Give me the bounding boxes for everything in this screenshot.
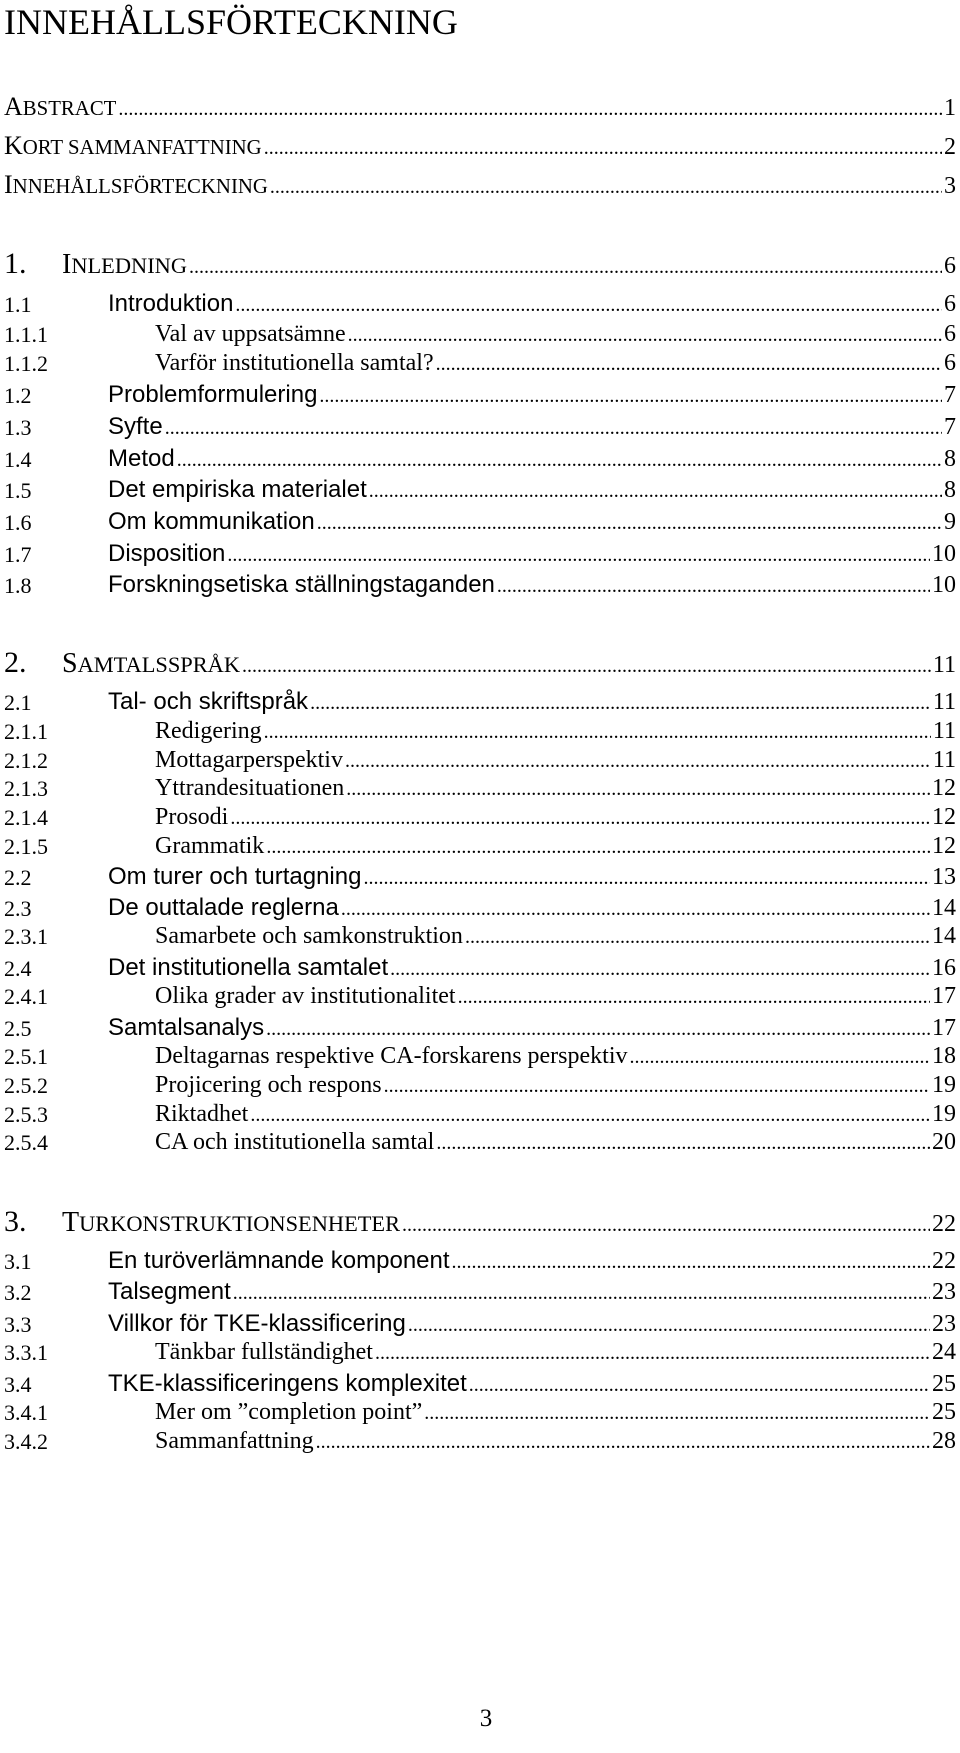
- toc-entry-title: Deltagarnas respektive CA-forskarens perspektiv: [155, 1043, 628, 1069]
- toc-entry-page: 28: [932, 1428, 956, 1454]
- toc-entry-page: 13: [932, 864, 956, 890]
- toc-entry[interactable]: [0, 166, 960, 200]
- toc-entry-page: 14: [932, 895, 956, 921]
- toc-entry-number: 3.4.2: [4, 1429, 48, 1454]
- toc-leader-dots: [225, 544, 930, 567]
- toc-entry-number: 2.3.1: [4, 924, 48, 949]
- toc-entry-page: 10: [932, 572, 956, 598]
- toc-leader-dots: [231, 1282, 930, 1305]
- toc-entry-title: Samtalsanalys: [108, 1014, 265, 1041]
- toc-entry-page: 25: [932, 1399, 956, 1425]
- toc-entry[interactable]: [0, 439, 960, 473]
- toc-entry-title: SAMTALSSPRÅK: [62, 648, 241, 679]
- toc-entry-number: 2.5.1: [4, 1044, 48, 1069]
- toc-entry-page: 17: [932, 1015, 956, 1041]
- toc-entry-number: 3.4.1: [4, 1400, 48, 1425]
- toc-entry-page: 11: [932, 652, 956, 678]
- toc-entry-page: 24: [932, 1339, 956, 1365]
- toc-entry-page: 11: [932, 747, 956, 773]
- toc-entry-page: 7: [944, 382, 956, 408]
- toc-entry-title: Disposition: [108, 540, 226, 567]
- toc-entry-page: 12: [932, 833, 956, 859]
- toc-entry-page: 11: [932, 718, 956, 744]
- toc-entry[interactable]: [0, 565, 960, 599]
- toc-entry-number: 2.2: [4, 865, 32, 890]
- toc-entry-title: Mer om ”completion point”: [155, 1399, 423, 1425]
- toc-leader-dots: [434, 353, 942, 376]
- toc-leader-dots: [456, 986, 930, 1009]
- toc-leader-dots: [373, 1342, 930, 1365]
- toc-entry[interactable]: [0, 1122, 960, 1156]
- toc-entry-page: 8: [944, 477, 956, 503]
- toc-entry[interactable]: [0, 1332, 960, 1366]
- toc-entry-page: 6: [944, 253, 956, 279]
- toc-entry-number: 3.2: [4, 1280, 32, 1305]
- toc-entry-title: Sammanfattning: [155, 1428, 314, 1454]
- toc-entry-number: 3.: [4, 1205, 27, 1238]
- toc-leader-dots: [450, 1251, 930, 1274]
- toc-entry-title: TURKONSTRUKTIONSENHETER: [62, 1207, 401, 1238]
- toc-leader-dots: [317, 385, 942, 408]
- toc-entry-number: 1.1.1: [4, 322, 48, 347]
- toc-entry-page: 9: [944, 509, 956, 535]
- toc-entry-title: Tal- och skriftspråk: [108, 688, 309, 715]
- toc-leader-dots: [262, 137, 942, 160]
- toc-entry-page: 6: [944, 350, 956, 376]
- toc-entry-page: 22: [932, 1248, 956, 1274]
- toc-leader-dots: [367, 480, 942, 503]
- toc-entry[interactable]: [0, 916, 960, 950]
- toc-entry[interactable]: [0, 247, 960, 281]
- toc-entry-page: 19: [932, 1072, 956, 1098]
- toc-entry-page: 19: [932, 1101, 956, 1127]
- toc-entry-number: 2.4.1: [4, 984, 48, 1009]
- toc-entry-page: 22: [932, 1211, 956, 1237]
- toc-entry-page: 16: [932, 955, 956, 981]
- toc-entry-title: De outtalade reglerna: [108, 894, 339, 921]
- toc-entry-page: 14: [932, 923, 956, 949]
- toc-entry[interactable]: [0, 343, 960, 377]
- toc-entry-number: 2.4: [4, 956, 32, 981]
- toc-entry-page: 12: [932, 804, 956, 830]
- toc-leader-dots: [240, 655, 931, 678]
- toc-entry-title: Syfte: [108, 413, 163, 440]
- toc-entry-title: Det institutionella samtalet: [108, 954, 389, 981]
- toc-entry-page: 12: [932, 775, 956, 801]
- toc-entry-title: Det empiriska materialet: [108, 476, 367, 503]
- toc-entry-title: Problemformulering: [108, 381, 318, 408]
- page-number: 3: [479, 1705, 493, 1732]
- toc-entry[interactable]: [0, 502, 960, 536]
- toc-entry-number: 1.6: [4, 510, 32, 535]
- toc-entry-page: 20: [932, 1129, 956, 1155]
- toc-entry-title: Talsegment: [108, 1278, 231, 1305]
- toc-entry[interactable]: [0, 470, 960, 504]
- toc-entry-number: 2.5.2: [4, 1073, 48, 1098]
- toc-entry[interactable]: [0, 534, 960, 568]
- toc-entry-title: Samarbete och samkonstruktion: [155, 923, 463, 949]
- toc-entry-number: 3.3: [4, 1312, 32, 1337]
- toc-entry-number: 2.5: [4, 1016, 32, 1041]
- toc-entry-title: Metod: [108, 445, 175, 472]
- toc-entry-number: 2.1.2: [4, 748, 48, 773]
- toc-entry[interactable]: [0, 646, 960, 680]
- toc-entry-number: 3.4: [4, 1372, 32, 1397]
- toc-entry-title: Olika grader av institutionalitet: [155, 983, 456, 1009]
- toc-leader-dots: [495, 575, 930, 598]
- toc-leader-dots: [315, 512, 942, 535]
- toc-entry-number: 1.8: [4, 573, 32, 598]
- toc-leader-dots: [434, 1132, 930, 1155]
- page-title: INNEHÅLLSFÖRTECKNING: [4, 2, 458, 42]
- toc-entry-title: Om kommunikation: [108, 508, 315, 535]
- toc-entry-title: Redigering: [155, 718, 262, 744]
- toc-entry-page: 17: [932, 983, 956, 1009]
- toc-entry-page: 1: [944, 95, 956, 121]
- toc-entry-number: 2.: [4, 646, 27, 679]
- toc-entry-title: INNEHÅLLSFÖRTECKNING: [4, 170, 268, 199]
- toc-entry-title: Projicering och respons: [155, 1072, 382, 1098]
- toc-leader-dots: [268, 176, 942, 199]
- toc-entry-title: Grammatik: [155, 833, 265, 859]
- toc-entry-page: 3: [944, 173, 956, 199]
- toc-leader-dots: [361, 867, 930, 890]
- toc-entry-title: Tänkbar fullständighet: [155, 1339, 373, 1365]
- toc-entry[interactable]: [0, 1241, 960, 1275]
- toc-leader-dots: [116, 98, 942, 121]
- toc-entry-title: INLEDNING: [62, 249, 187, 280]
- toc-entry-number: 1.3: [4, 415, 32, 440]
- toc-entry-title: Val av uppsatsämne: [155, 321, 346, 347]
- toc-entry-title: En turöverlämnande komponent: [108, 1247, 450, 1274]
- toc-entry-number: 1.1: [4, 292, 32, 317]
- toc-entry-title: TKE-klassificeringens komplexitet: [108, 1370, 467, 1397]
- toc-entry-page: 23: [932, 1279, 956, 1305]
- toc-entry[interactable]: [0, 976, 960, 1010]
- toc-entry[interactable]: [0, 284, 960, 318]
- toc-entry-number: 1.7: [4, 542, 32, 567]
- toc-entry-page: 25: [932, 1371, 956, 1397]
- toc-entry-title: Introduktion: [108, 290, 234, 317]
- toc-entry-number: 1.1.2: [4, 351, 48, 376]
- toc-entry-page: 11: [932, 689, 956, 715]
- toc-entry-title: Yttrandesituationen: [155, 775, 345, 801]
- toc-entry-number: 2.1.3: [4, 776, 48, 801]
- toc-entry-title: KORT SAMMANFATTNING: [4, 131, 262, 160]
- toc-entry-title: Mottagarperspektiv: [155, 747, 343, 773]
- toc-leader-dots: [163, 417, 942, 440]
- toc-entry-page: 18: [932, 1043, 956, 1069]
- toc-entry-number: 2.1: [4, 690, 32, 715]
- toc-entry[interactable]: [0, 1421, 960, 1455]
- toc-entry[interactable]: [0, 127, 960, 161]
- toc-entry-number: 2.3: [4, 896, 32, 921]
- toc-entry-title: CA och institutionella samtal: [155, 1129, 435, 1155]
- toc-entry-page: 10: [932, 541, 956, 567]
- toc-entry-title: Villkor för TKE-klassificering: [108, 1310, 406, 1337]
- toc-leader-dots: [187, 256, 942, 279]
- toc-entry-number: 2.1.4: [4, 805, 48, 830]
- toc-entry-number: 1.4: [4, 447, 32, 472]
- toc-entry-number: 3.1: [4, 1249, 32, 1274]
- toc-entry-title: Varför institutionella samtal?: [155, 350, 434, 376]
- toc-entry-title: Riktadhet: [155, 1101, 249, 1127]
- toc-entry-number: 2.5.4: [4, 1130, 48, 1155]
- toc-entry-title: ABSTRACT: [4, 92, 117, 121]
- toc-entry[interactable]: [0, 1205, 960, 1239]
- toc-entry-title: Forskningsetiska ställningstaganden: [108, 571, 495, 598]
- toc-leader-dots: [400, 1214, 930, 1237]
- toc-entry[interactable]: [0, 826, 960, 860]
- toc-entry-page: 23: [932, 1311, 956, 1337]
- toc-entry-title: Om turer och turtagning: [108, 863, 362, 890]
- toc-entry[interactable]: [0, 1272, 960, 1306]
- toc-entry-number: 1.5: [4, 478, 32, 503]
- toc-entry-number: 1.: [4, 247, 27, 280]
- toc-entry-title: Prosodi: [155, 804, 229, 830]
- toc-leader-dots: [314, 1431, 930, 1454]
- toc-entry[interactable]: [0, 407, 960, 441]
- toc-entry-page: 6: [944, 291, 956, 317]
- toc-entry-number: 3.3.1: [4, 1340, 48, 1365]
- toc-entry[interactable]: [0, 88, 960, 122]
- toc-leader-dots: [264, 836, 930, 859]
- toc-entry-page: 7: [944, 414, 956, 440]
- toc-entry-page: 8: [944, 446, 956, 472]
- toc-entry[interactable]: [0, 857, 960, 891]
- toc-leader-dots: [175, 449, 942, 472]
- toc-entry-number: 2.1.1: [4, 719, 48, 744]
- toc-entry-number: 2.1.5: [4, 834, 48, 859]
- toc-leader-dots: [463, 926, 930, 949]
- toc-entry[interactable]: [0, 375, 960, 409]
- toc-entry-page: 6: [944, 321, 956, 347]
- toc-entry-number: 2.5.3: [4, 1102, 48, 1127]
- toc-entry-number: 1.2: [4, 383, 32, 408]
- toc-entry-page: 2: [944, 134, 956, 160]
